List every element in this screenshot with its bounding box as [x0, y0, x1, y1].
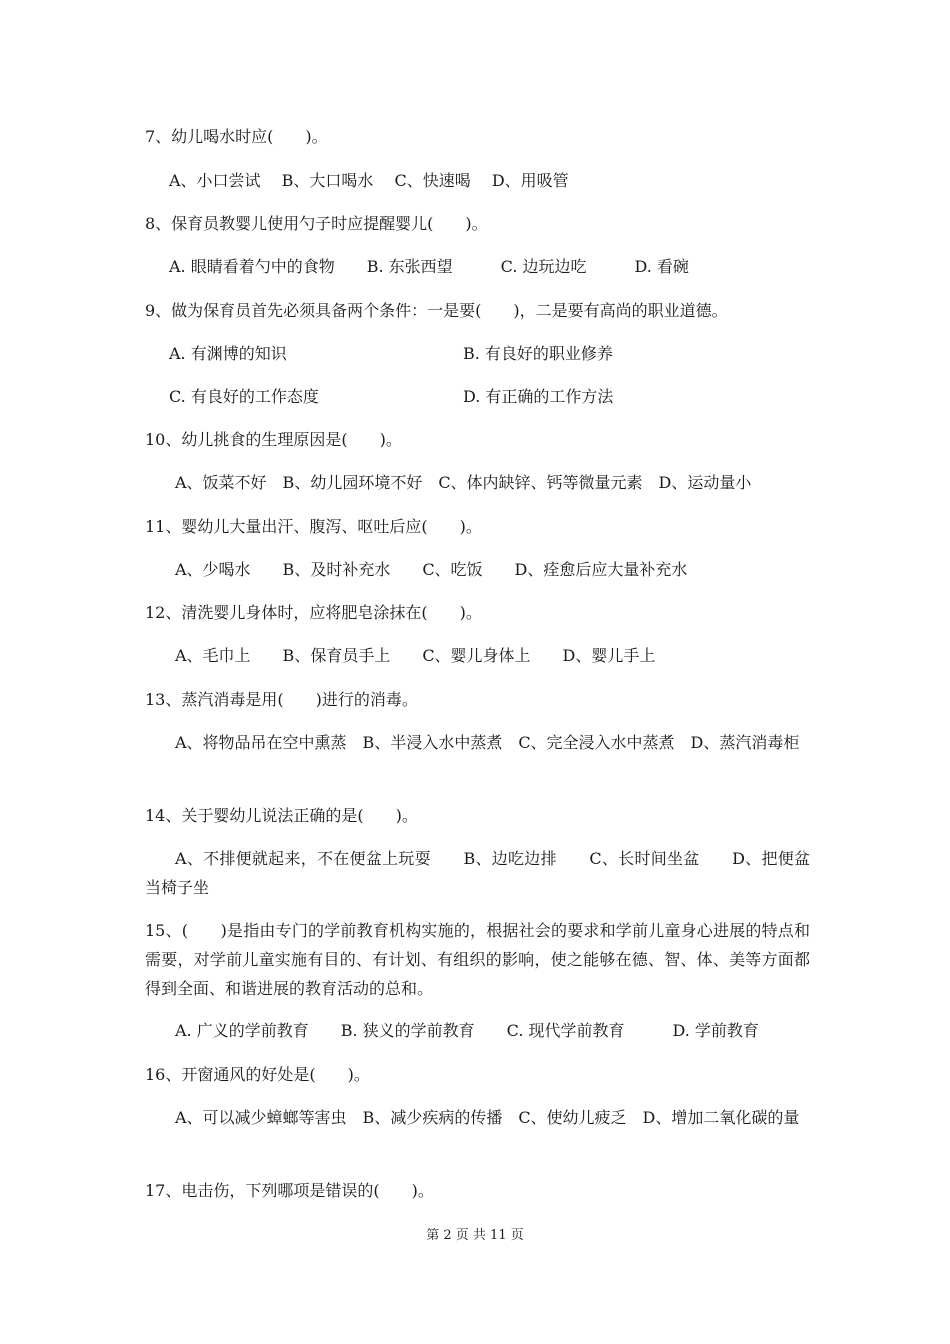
question-11-stem: 11、婴幼儿大量出汗、腹泻、呕吐后应( )。 [145, 517, 482, 536]
question-7-options: A、小口尝试 B、大口喝水 C、快速喝 D、用吸管 [169, 171, 569, 190]
question-9-option-a: A. 有渊博的知识 [169, 344, 287, 363]
question-9-option-d: D. 有正确的工作方法 [463, 387, 614, 406]
question-7-stem: 7、幼儿喝水时应( )。 [145, 127, 328, 146]
question-17-stem: 17、电击伤，下列哪项是错误的( )。 [145, 1181, 434, 1200]
question-12-stem: 12、清洗婴儿身体时，应将肥皂涂抹在( )。 [145, 603, 482, 622]
question-16-options: A、可以减少蟑螂等害虫 B、减少疾病的传播 C、使幼儿疲乏 D、增加二氧化碳的量 [175, 1108, 800, 1127]
question-9-stem: 9、做为保育员首先必须具备两个条件：一是要( )，二是要有高尚的职业道德。 [145, 301, 728, 320]
question-8-stem: 8、保育员教婴儿使用勺子时应提醒婴儿( )。 [145, 214, 488, 233]
question-15-stem: 15、( )是指由专门的学前教育机构实施的，根据社会的要求和学前儿童身心进展的特点和需要，对学前儿童实施有目的、有计划、有组织的影响，使之能够在德、智、体、美等方面都得到全面、和谐进展的教育活动的总和。 [145, 921, 810, 998]
page-footer: 第 2 页 共 11 页 [426, 1228, 524, 1243]
question-15-options: A. 广义的学前教育 B. 狭义的学前教育 C. 现代学前教育 D. 学前教育 [175, 1021, 759, 1040]
question-9-option-c: C. 有良好的工作态度 [169, 387, 319, 406]
question-13-stem: 13、蒸汽消毒是用( )进行的消毒。 [145, 690, 418, 709]
question-14-stem: 14、关于婴幼儿说法正确的是( )。 [145, 806, 418, 825]
question-16-stem: 16、开窗通风的好处是( )。 [145, 1065, 370, 1084]
question-14-options: A、不排便就起来，不在便盆上玩耍 B、边吃边排 C、长时间坐盆 D、把便盆当椅子坐 [145, 849, 810, 897]
question-13-options: A、将物品吊在空中熏蒸 B、半浸入水中蒸煮 C、完全浸入水中蒸煮 D、蒸汽消毒柜 [175, 733, 800, 752]
question-11-options: A、少喝水 B、及时补充水 C、吃饭 D、痊愈后应大量补充水 [175, 560, 688, 579]
question-8-options: A. 眼睛看着勺中的食物 B. 东张西望 C. 边玩边吃 D. 看碗 [169, 257, 689, 276]
question-9-option-b: B. 有良好的职业修养 [463, 344, 613, 363]
question-10-stem: 10、幼儿挑食的生理原因是( )。 [145, 430, 402, 449]
question-12-options: A、毛巾上 B、保育员手上 C、婴儿身体上 D、婴儿手上 [175, 646, 656, 665]
question-10-options: A、饭菜不好 B、幼儿园环境不好 C、体内缺锌、钙等微量元素 D、运动量小 [175, 473, 752, 492]
